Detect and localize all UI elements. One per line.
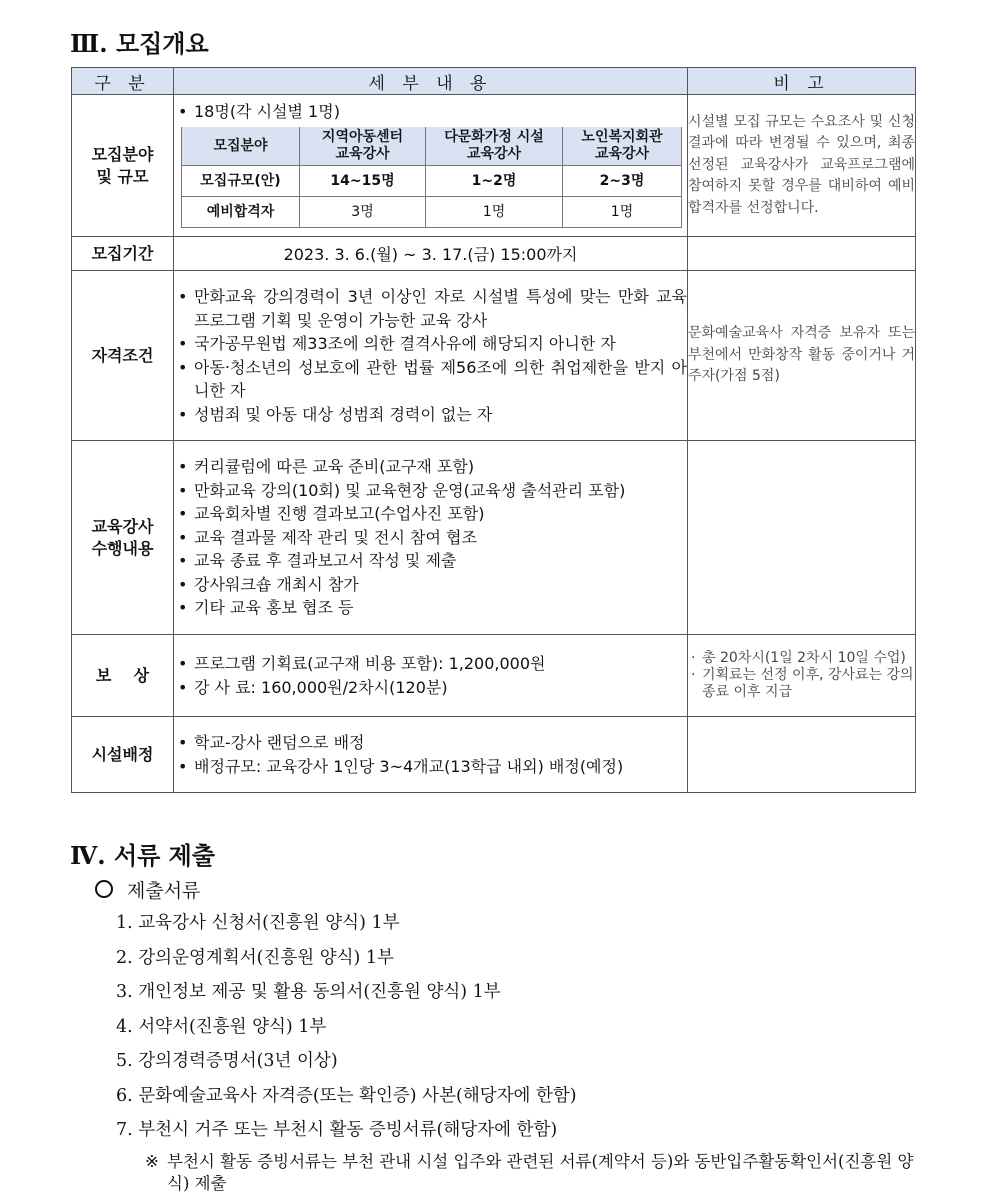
row-label-recruit: 모집분야 및 규모 — [72, 95, 174, 237]
list-item: • 성범죄 및 아동 대상 성범죄 경력이 없는 자 — [174, 403, 687, 427]
duty-list — [174, 455, 687, 620]
list-item: • 커리큘럼에 따른 교육 준비(교구재 포함) — [174, 455, 687, 479]
pay-note: · 총 20차시(1일 2차시 10일 수업) — [688, 650, 915, 667]
sub-header: 모집분야 — [182, 127, 300, 166]
sub-cell: 1명 — [563, 197, 682, 228]
required-documents-list — [116, 906, 577, 1148]
list-item: • 아동‧청소년의 성보호에 관한 법률 제56조에 의한 취업제한을 받지 아니한 자 — [174, 356, 687, 403]
row-label-pay: 보 상 — [72, 635, 174, 717]
list-item: • 배정규모: 교육강사 1인당 3~4개교(13학급 내외) 배정(예정) — [174, 755, 687, 779]
sub-cell: 예비합격자 — [182, 197, 300, 228]
list-item: • 국가공무원법 제33조에 의한 결격사유에 해당되지 아니한 자 — [174, 332, 687, 356]
period-value: 2023. 3. 6.(월) ~ 3. 17.(금) 15:00까지 — [174, 237, 688, 271]
qualification-list — [174, 285, 687, 426]
row-label-qualification: 자격조건 — [72, 271, 174, 441]
sub-header: 다문화가정 시설 교육강사 — [426, 127, 563, 166]
sub-cell: 1명 — [426, 197, 563, 228]
sub-cell: 모집규모(안) — [182, 166, 300, 197]
list-item: • 교육 종료 후 결과보고서 작성 및 제출 — [174, 549, 687, 573]
sub-cell: 2~3명 — [563, 166, 682, 197]
table-row — [72, 237, 916, 271]
assign-list — [174, 731, 687, 778]
pay-note: · 기획료는 선정 이후, 강사료는 강의 종료 이후 지급 — [688, 667, 915, 701]
list-item: 2. 강의운영계획서(진흥원 양식) 1부 — [116, 947, 394, 968]
table-row — [72, 717, 916, 793]
table-row — [72, 635, 916, 717]
list-item: • 프로그램 기획료(교구재 비용 포함): 1,200,000원 — [174, 652, 687, 676]
table-row — [72, 95, 916, 237]
list-item: • 교육회차별 진행 결과보고(수업사진 포함) — [174, 502, 687, 526]
circle-bullet-icon — [95, 880, 113, 898]
table-header-row — [72, 68, 916, 95]
recruit-note: 시설별 모집 규모는 수요조사 및 신청 결과에 따라 변경될 수 있으며, 최종 선정된 교육강사가 교육프로그램에 참여하지 못할 경우를 대비하여 예비합격자를 선정합니다. — [688, 95, 916, 237]
list-item: • 교육 결과물 제작 관리 및 전시 참여 협조 — [174, 526, 687, 550]
list-item: • 강사워크숍 개최시 참가 — [174, 573, 687, 597]
recruit-size-subtable — [181, 127, 682, 228]
recruit-total: • 18명(각 시설별 1명) — [174, 100, 687, 124]
row-label-duty: 교육강사 수행내용 — [72, 441, 174, 635]
list-item: • 기타 교육 홍보 협조 등 — [174, 596, 687, 620]
footnote — [145, 1151, 915, 1195]
list-item: • 만화교육 강의(10회) 및 교육현장 운영(교육생 출석관리 포함) — [174, 479, 687, 503]
section-3-title: Ⅲ. 모집개요 — [70, 29, 209, 58]
list-item: 1. 교육강사 신청서(진흥원 양식) 1부 — [116, 913, 400, 933]
documents-subheading: 제출서류 — [95, 876, 200, 903]
header-category: 구 분 — [72, 68, 174, 95]
row-label-period: 모집기간 — [72, 237, 174, 271]
recruitment-overview-table — [71, 67, 916, 793]
reference-mark: ※ — [145, 1152, 159, 1171]
sub-header: 지역아동센터 교육강사 — [300, 127, 426, 166]
sub-cell: 1~2명 — [426, 166, 563, 197]
pay-list — [174, 652, 687, 699]
list-item: 5. 강의경력증명서(3년 이상) — [116, 1051, 338, 1071]
list-item: 6. 문화예술교육사 자격증(또는 확인증) 사본(해당자에 한함) — [116, 1085, 577, 1106]
header-details: 세 부 내 용 — [174, 68, 688, 95]
qualification-note: 문화예술교육사 자격증 보유자 또는 부천에서 만화창작 활동 중이거나 거주자(가점 5점) — [688, 271, 916, 441]
list-item: • 만화교육 강의경력이 3년 이상인 자로 시설별 특성에 맞는 만화 교육 프로그램 기획 및 운영이 가능한 교육 강사 — [174, 285, 687, 332]
table-row — [72, 271, 916, 441]
list-item: 4. 서약서(진흥원 양식) 1부 — [116, 1016, 327, 1037]
pay-notes — [688, 635, 916, 717]
list-item: 7. 부천시 거주 또는 부천시 활동 증빙서류(해당자에 한함) — [116, 1120, 558, 1140]
list-item: • 강 사 료: 160,000원/2차시(120분) — [174, 676, 687, 700]
list-item: • 학교-강사 랜덤으로 배정 — [174, 731, 687, 755]
list-item: 3. 개인정보 제공 및 활용 동의서(진흥원 양식) 1부 — [116, 982, 501, 1002]
sub-cell: 14~15명 — [300, 166, 426, 197]
table-row — [72, 441, 916, 635]
section-4-title: Ⅳ. 서류 제출 — [70, 841, 216, 870]
row-label-assign: 시설배정 — [72, 717, 174, 793]
sub-cell: 3명 — [300, 197, 426, 228]
footnote-text: 부천시 활동 증빙서류는 부천 관내 시설 입주와 관련된 서류(계약서 등)와 동반입주활동확인서(진흥원 양식) 제출 — [167, 1152, 914, 1193]
header-remarks: 비 고 — [688, 68, 916, 95]
sub-header: 노인복지회관 교육강사 — [563, 127, 682, 166]
